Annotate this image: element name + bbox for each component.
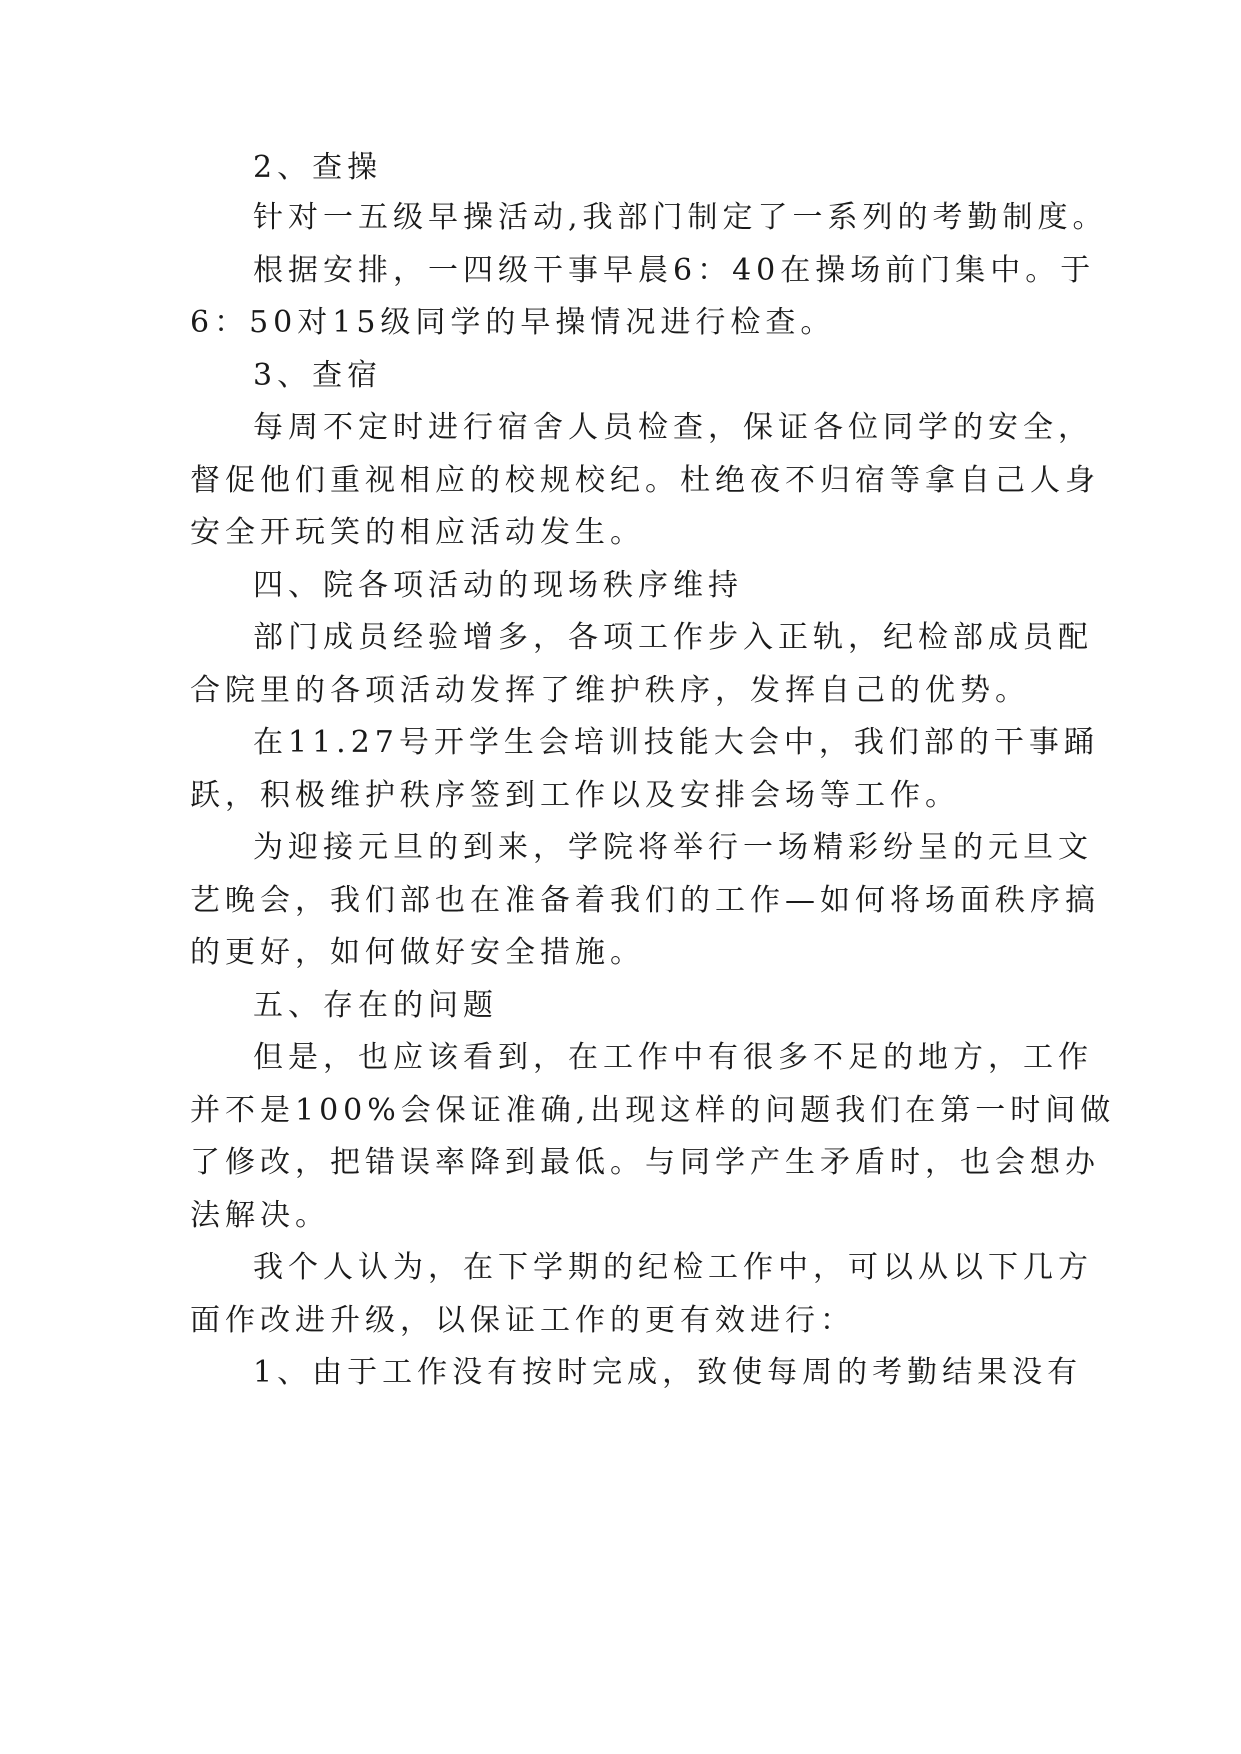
paragraph-line: 针对一五级早操活动,我部门制定了一系列的考勤制度。 (253, 200, 1108, 235)
paragraph-line: 督促他们重视相应的校规校纪。杜绝夜不归宿等拿自己人身 (190, 463, 1100, 498)
paragraph-line: 部门成员经验增多，各项工作步入正轨，纪检部成员配 (253, 620, 1093, 655)
paragraph-line: 6：50对15级同学的早操情况进行检查。 (190, 305, 836, 340)
paragraph-line: 面作改进升级，以保证工作的更有效进行： (190, 1303, 855, 1338)
paragraph-line: 1、由于工作没有按时完成，致使每周的考勤结果没有 (253, 1355, 1083, 1390)
paragraph-line: 合院里的各项活动发挥了维护秩序，发挥自己的优势。 (190, 673, 1030, 708)
paragraph-line: 每周不定时进行宿舍人员检查，保证各位同学的安全， (253, 410, 1093, 445)
paragraph-line: 在11.27号开学生会培训技能大会中，我们部的干事踊 (253, 725, 1099, 760)
paragraph-line: 根据安排，一四级干事早晨6：40在操场前门集中。于 (253, 253, 1096, 288)
paragraph-line: 了修改，把错误率降到最低。与同学产生矛盾时，也会想办 (190, 1145, 1100, 1180)
paragraph-line: 跃，积极维护秩序签到工作以及安排会场等工作。 (190, 778, 960, 813)
paragraph-line: 法解决。 (190, 1198, 330, 1233)
heading-check-exercise: 2、查操 (253, 150, 383, 185)
paragraph-line: 为迎接元旦的到来，学院将举行一场精彩纷呈的元旦文 (253, 830, 1093, 865)
heading-section-five: 五、存在的问题 (253, 988, 498, 1023)
paragraph-line: 艺晚会，我们部也在准备着我们的工作—如何将场面秩序搞 (190, 883, 1100, 918)
paragraph-line: 并不是100%会保证准确,出现这样的问题我们在第一时间做 (190, 1093, 1116, 1128)
paragraph-line: 安全开玩笑的相应活动发生。 (190, 515, 645, 550)
paragraph-line: 的更好，如何做好安全措施。 (190, 935, 645, 970)
paragraph-line: 我个人认为，在下学期的纪检工作中，可以从以下几方 (253, 1250, 1093, 1285)
heading-section-four: 四、院各项活动的现场秩序维持 (253, 568, 743, 603)
heading-check-dorm: 3、查宿 (253, 358, 383, 393)
paragraph-line: 但是，也应该看到，在工作中有很多不足的地方，工作 (253, 1040, 1093, 1075)
